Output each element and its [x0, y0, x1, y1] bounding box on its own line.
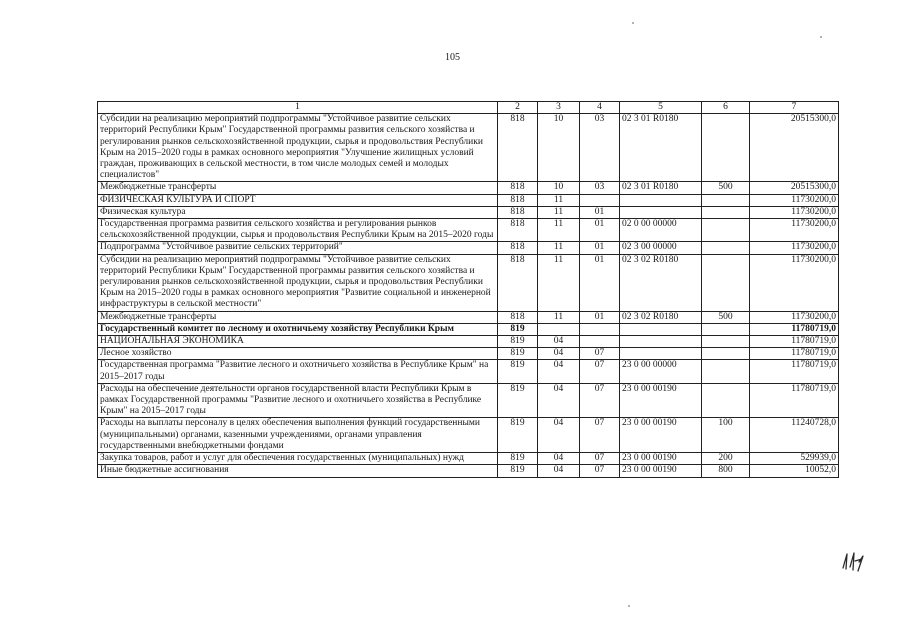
- page-number: 105: [445, 52, 460, 63]
- budget-table: [97, 101, 839, 478]
- cell-expense-type: [702, 194, 750, 206]
- cell-sum: 11780719,0: [750, 323, 839, 335]
- cell-target-article: 02 3 00 00000: [620, 242, 702, 254]
- table-row: [98, 254, 839, 311]
- table-header-row: [98, 102, 839, 114]
- cell-ministry-code: 819: [498, 383, 538, 418]
- cell-ministry-code: 818: [498, 311, 538, 323]
- header-cell: 7: [750, 102, 839, 114]
- cell-ministry-code: 818: [498, 206, 538, 218]
- cell-expense-type: [702, 219, 750, 242]
- cell-section-code: 11: [538, 206, 580, 218]
- cell-subsection-code: 07: [580, 360, 620, 383]
- cell-section-code: 04: [538, 453, 580, 465]
- cell-subsection-code: 07: [580, 348, 620, 360]
- cell-section-code: [538, 323, 580, 335]
- cell-sum: 11730200,0: [750, 219, 839, 242]
- cell-subsection-code: 01: [580, 242, 620, 254]
- cell-subsection-code: [580, 336, 620, 348]
- cell-expense-type: 100: [702, 418, 750, 453]
- cell-name: Государственная программа развития сельского хозяйства и регулирования рынков сельскохозяйственной продукции, сырья и продовольствия Республики Крым на 2015–2020 годы: [98, 219, 498, 242]
- cell-ministry-code: 819: [498, 323, 538, 335]
- cell-expense-type: [702, 336, 750, 348]
- cell-target-article: [620, 194, 702, 206]
- cell-subsection-code: [580, 194, 620, 206]
- cell-ministry-code: 819: [498, 418, 538, 453]
- table-row: [98, 383, 839, 418]
- cell-section-code: 11: [538, 219, 580, 242]
- table-row: [98, 348, 839, 360]
- cell-sum: 11780719,0: [750, 336, 839, 348]
- cell-name: Субсидии на реализацию мероприятий подпрограммы "Устойчивое развитие сельских территорий Республики Крым" Государственной программы развития сельского хозяйства и регулирования рынков сельскохозяйственной продукции, сырья и продовольствия Республики Крым на 2015–2020 годы в рамках основного мероприятия "Развитие социальной и инженерной инфраструктуры в сельской местности": [98, 254, 498, 311]
- cell-name: НАЦИОНАЛЬНАЯ ЭКОНОМИКА: [98, 336, 498, 348]
- scan-speck: [632, 22, 634, 24]
- cell-name: Закупка товаров, работ и услуг для обеспечения государственных (муниципальных) нужд: [98, 453, 498, 465]
- cell-subsection-code: 01: [580, 254, 620, 311]
- table-row: [98, 418, 839, 453]
- cell-expense-type: [702, 206, 750, 218]
- cell-expense-type: 500: [702, 182, 750, 194]
- cell-section-code: 04: [538, 360, 580, 383]
- cell-ministry-code: 818: [498, 182, 538, 194]
- cell-target-article: 02 3 02 R0180: [620, 311, 702, 323]
- cell-sum: 11780719,0: [750, 360, 839, 383]
- cell-target-article: 02 3 01 R0180: [620, 182, 702, 194]
- table-row: [98, 453, 839, 465]
- cell-subsection-code: [580, 323, 620, 335]
- cell-sum: 529939,0: [750, 453, 839, 465]
- cell-name: Расходы на обеспечение деятельности органов государственной власти Республики Крым в рамках Государственной программы "Развитие лесного и охотничьего хозяйства в Республике Крым" на 2015–2017 годы: [98, 383, 498, 418]
- table-row: [98, 465, 839, 477]
- cell-target-article: 23 0 00 00190: [620, 453, 702, 465]
- cell-subsection-code: 03: [580, 182, 620, 194]
- cell-target-article: [620, 206, 702, 218]
- cell-sum: 20515300,0: [750, 182, 839, 194]
- table-row: [98, 206, 839, 218]
- cell-sum: 11730200,0: [750, 194, 839, 206]
- cell-ministry-code: 818: [498, 194, 538, 206]
- cell-section-code: 10: [538, 182, 580, 194]
- table-row: [98, 219, 839, 242]
- cell-expense-type: [702, 323, 750, 335]
- header-cell: 2: [498, 102, 538, 114]
- cell-subsection-code: 07: [580, 418, 620, 453]
- cell-sum: 20515300,0: [750, 114, 839, 182]
- cell-section-code: 04: [538, 465, 580, 477]
- cell-section-code: 04: [538, 336, 580, 348]
- cell-sum: 11780719,0: [750, 348, 839, 360]
- header-cell: 6: [702, 102, 750, 114]
- cell-section-code: 10: [538, 114, 580, 182]
- cell-target-article: 23 0 00 00000: [620, 360, 702, 383]
- table-row: [98, 194, 839, 206]
- cell-section-code: 04: [538, 418, 580, 453]
- cell-ministry-code: 819: [498, 360, 538, 383]
- table-row: [98, 323, 839, 335]
- cell-ministry-code: 819: [498, 336, 538, 348]
- cell-name: Подпрограмма "Устойчивое развитие сельских территорий": [98, 242, 498, 254]
- cell-expense-type: 500: [702, 311, 750, 323]
- cell-sum: 11730200,0: [750, 311, 839, 323]
- table-row: [98, 311, 839, 323]
- cell-target-article: [620, 348, 702, 360]
- cell-target-article: 23 0 00 00190: [620, 383, 702, 418]
- cell-expense-type: [702, 114, 750, 182]
- cell-sum: 11730200,0: [750, 206, 839, 218]
- cell-name: Субсидии на реализацию мероприятий подпрограммы "Устойчивое развитие сельских территорий Республики Крым" Государственной программы развития сельского хозяйства и регулирования рынков сельскохозяйственной продукции, сырья и продовольствия Республики Крым на 2015–2020 годы в рамках основного мероприятия "Улучшение жилищных условий граждан, проживающих в сельской местности, в том числе молодых семей и молодых специалистов": [98, 114, 498, 182]
- table-row: [98, 242, 839, 254]
- cell-sum: 11730200,0: [750, 242, 839, 254]
- cell-name: Лесное хозяйство: [98, 348, 498, 360]
- scan-speck: [820, 36, 822, 38]
- header-cell: 3: [538, 102, 580, 114]
- header-cell: 4: [580, 102, 620, 114]
- cell-section-code: 11: [538, 254, 580, 311]
- header-cell: 1: [98, 102, 498, 114]
- cell-section-code: 04: [538, 348, 580, 360]
- cell-subsection-code: 03: [580, 114, 620, 182]
- cell-subsection-code: 07: [580, 383, 620, 418]
- cell-target-article: [620, 336, 702, 348]
- table-row: [98, 336, 839, 348]
- cell-ministry-code: 818: [498, 254, 538, 311]
- cell-expense-type: 200: [702, 453, 750, 465]
- cell-ministry-code: 819: [498, 453, 538, 465]
- cell-expense-type: [702, 254, 750, 311]
- cell-ministry-code: 819: [498, 465, 538, 477]
- cell-sum: 11240728,0: [750, 418, 839, 453]
- cell-target-article: 02 3 02 R0180: [620, 254, 702, 311]
- cell-expense-type: [702, 360, 750, 383]
- cell-ministry-code: 818: [498, 219, 538, 242]
- cell-sum: 11780719,0: [750, 383, 839, 418]
- cell-expense-type: 800: [702, 465, 750, 477]
- cell-target-article: 23 0 00 00190: [620, 418, 702, 453]
- cell-subsection-code: 01: [580, 219, 620, 242]
- cell-subsection-code: 01: [580, 206, 620, 218]
- cell-section-code: 11: [538, 242, 580, 254]
- cell-section-code: 11: [538, 194, 580, 206]
- cell-sum: 11730200,0: [750, 254, 839, 311]
- cell-sum: 10052,0: [750, 465, 839, 477]
- cell-name: ФИЗИЧЕСКАЯ КУЛЬТУРА И СПОРТ: [98, 194, 498, 206]
- cell-name: Физическая культура: [98, 206, 498, 218]
- cell-name: Государственная программа "Развитие лесного и охотничьего хозяйства в Республике Крым" на 2015–2017 годы: [98, 360, 498, 383]
- cell-ministry-code: 819: [498, 348, 538, 360]
- cell-expense-type: [702, 242, 750, 254]
- signature-mark: [840, 550, 866, 572]
- table-body: [98, 114, 839, 477]
- cell-target-article: 23 0 00 00190: [620, 465, 702, 477]
- cell-name: Иные бюджетные ассигнования: [98, 465, 498, 477]
- cell-expense-type: [702, 348, 750, 360]
- table-row: [98, 114, 839, 182]
- cell-subsection-code: 01: [580, 311, 620, 323]
- cell-section-code: 11: [538, 311, 580, 323]
- cell-target-article: [620, 323, 702, 335]
- cell-subsection-code: 07: [580, 465, 620, 477]
- header-cell: 5: [620, 102, 702, 114]
- cell-target-article: 02 0 00 00000: [620, 219, 702, 242]
- table-row: [98, 360, 839, 383]
- cell-ministry-code: 818: [498, 242, 538, 254]
- cell-name: Межбюджетные трансферты: [98, 182, 498, 194]
- scan-speck: [628, 605, 630, 607]
- cell-section-code: 04: [538, 383, 580, 418]
- cell-subsection-code: 07: [580, 453, 620, 465]
- cell-name: Межбюджетные трансферты: [98, 311, 498, 323]
- cell-name: Расходы на выплаты персоналу в целях обеспечения выполнения функций государственными (муниципальными) органами, казенными учреждениями, органами управления государственными внебюджетными фондами: [98, 418, 498, 453]
- table-row: [98, 182, 839, 194]
- cell-target-article: 02 3 01 R0180: [620, 114, 702, 182]
- cell-ministry-code: 818: [498, 114, 538, 182]
- cell-expense-type: [702, 383, 750, 418]
- cell-name: Государственный комитет по лесному и охотничьему хозяйству Республики Крым: [98, 323, 498, 335]
